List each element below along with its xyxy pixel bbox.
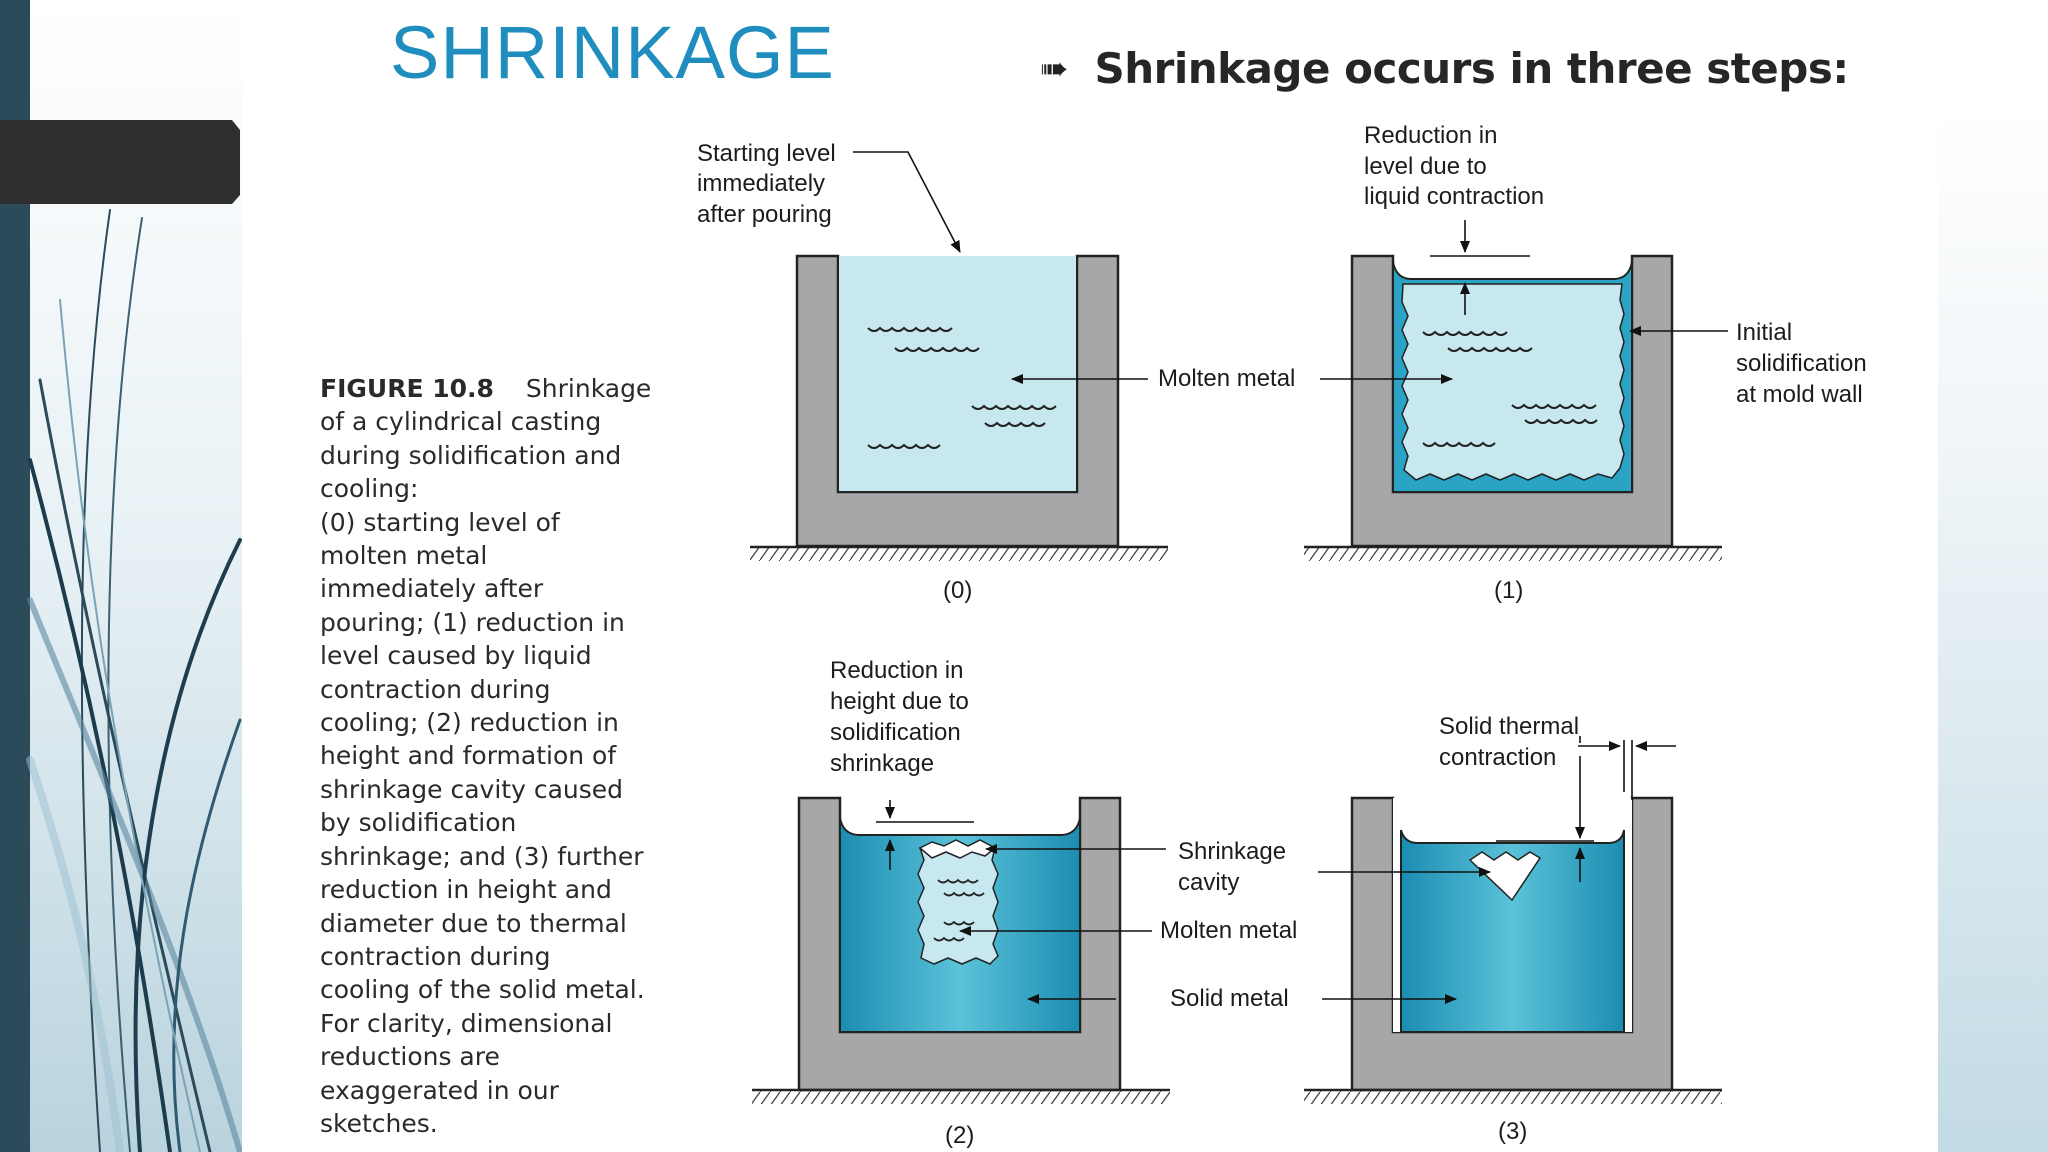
stage-1-ground bbox=[1304, 547, 1722, 561]
caption-line: of a cylindrical casting bbox=[320, 407, 602, 437]
caption-line: molten metal bbox=[320, 541, 488, 571]
label-initial-solidification: Initial solidification at mold wall bbox=[1736, 319, 1867, 408]
label-reduction-liquid: Reduction in level due to liquid contraction bbox=[1364, 122, 1545, 210]
label-solid-thermal: Solid thermal contraction bbox=[1439, 713, 1580, 771]
caption-line: diameter due to thermal bbox=[320, 908, 627, 938]
stage-2-mold bbox=[799, 798, 1120, 1090]
stage-label-0: (0) bbox=[943, 577, 973, 604]
caption-line: level caused by liquid bbox=[320, 641, 592, 671]
caption-line: immediately after bbox=[320, 574, 544, 604]
bullet-text: Shrinkage occurs in three steps: bbox=[1094, 44, 1849, 93]
caption-line: during solidification and bbox=[320, 440, 622, 470]
stage-label-1: (1) bbox=[1494, 577, 1524, 604]
starting-level-leader bbox=[853, 152, 960, 252]
caption-line: cooling of the solid metal. bbox=[320, 975, 645, 1005]
stage-1-mold bbox=[1352, 256, 1672, 546]
caption-line: shrinkage cavity caused bbox=[320, 774, 624, 804]
label-molten-metal-bottom: Molten metal bbox=[1160, 917, 1298, 944]
caption-line: For clarity, dimensional bbox=[320, 1008, 613, 1038]
label-molten-metal-top: Molten metal bbox=[1158, 365, 1296, 392]
stage-0-mold bbox=[797, 256, 1118, 546]
caption-line: reduction in height and bbox=[320, 875, 612, 905]
stage-2-ground bbox=[752, 1090, 1170, 1104]
figure-number: FIGURE 10.8 bbox=[320, 374, 494, 403]
caption-line: by solidification bbox=[320, 808, 517, 838]
stage-label-2: (2) bbox=[945, 1122, 975, 1149]
caption-line-1: FIGURE 10.8 Shrinkage bbox=[320, 374, 652, 403]
stage-3-ground bbox=[1304, 1090, 1722, 1104]
caption-line: reductions are bbox=[320, 1042, 500, 1072]
caption-line: exaggerated in our bbox=[320, 1075, 559, 1105]
stage-0-ground bbox=[750, 547, 1168, 561]
caption-line: cooling; (2) reduction in bbox=[320, 708, 619, 738]
caption-line: shrinkage; and (3) further bbox=[320, 841, 644, 871]
label-starting-level: Starting level immediately after pouring bbox=[697, 140, 836, 228]
caption-line: pouring; (1) reduction in bbox=[320, 607, 625, 637]
caption-line: contraction during bbox=[320, 941, 551, 971]
caption-line: (0) starting level of bbox=[320, 507, 560, 537]
slide-title: SHRINKAGE bbox=[390, 11, 835, 94]
stage-label-3: (3) bbox=[1498, 1118, 1528, 1145]
caption-line: cooling: bbox=[320, 474, 419, 504]
caption-line: height and formation of bbox=[320, 741, 617, 771]
caption-line: contraction during bbox=[320, 674, 551, 704]
caption-line: sketches. bbox=[320, 1108, 438, 1138]
label-solid-metal: Solid metal bbox=[1170, 985, 1289, 1012]
label-shrinkage-cavity: Shrinkage cavity bbox=[1178, 838, 1287, 896]
label-reduction-solidification: Reduction in height due to solidification shrinkage bbox=[830, 657, 969, 777]
arrow-bullet-icon: ➠ bbox=[1040, 49, 1069, 88]
